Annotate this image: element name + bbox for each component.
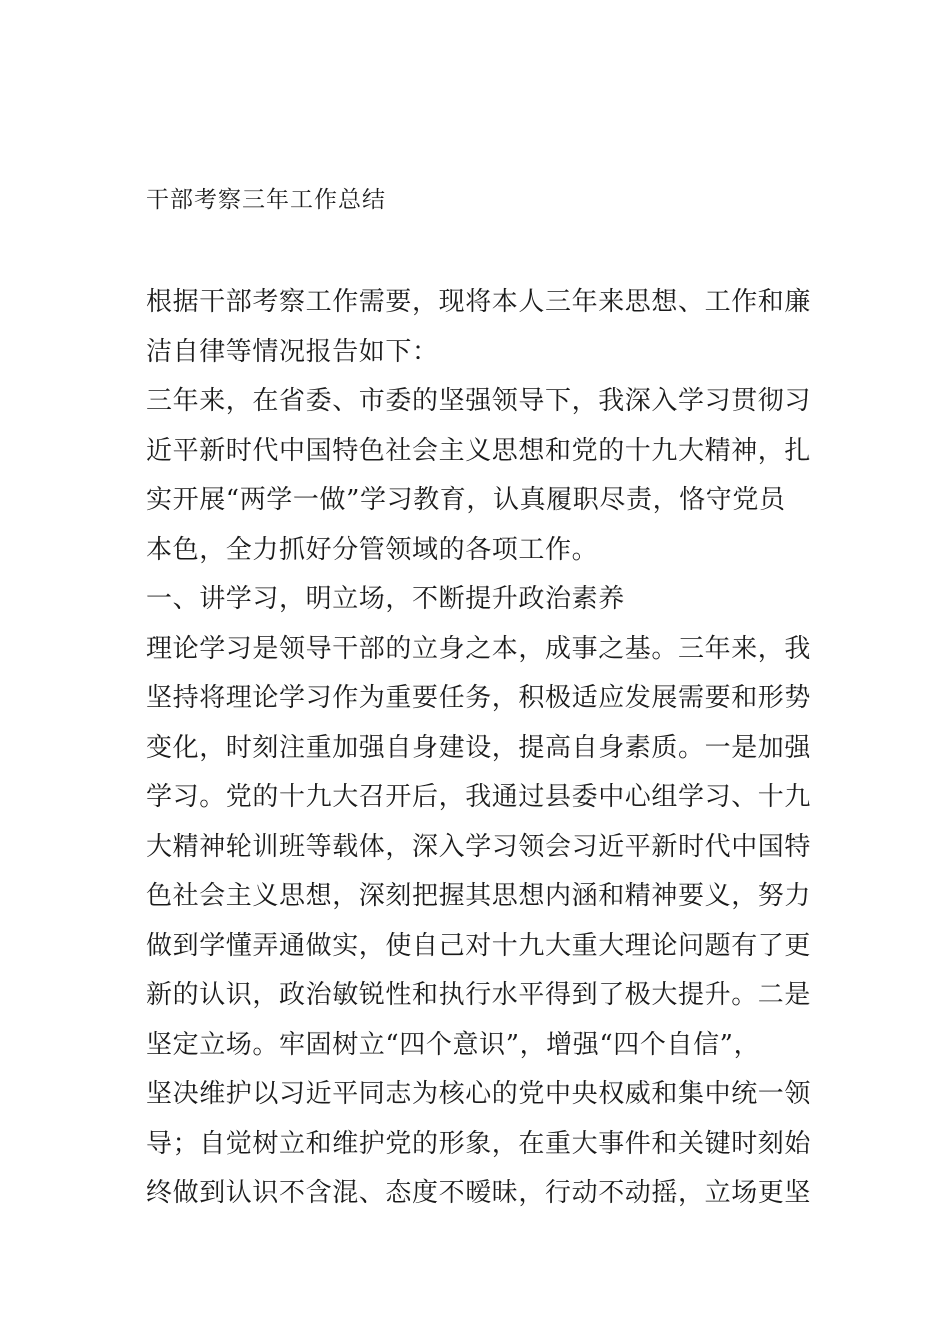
body-line: 变化，时刻注重加强自身建设，提高自身素质。一是加强	[146, 732, 812, 763]
body-line: 坚决维护以习近平同志为核心的党中央权威和集中统一领	[146, 1079, 812, 1109]
document-body	[146, 278, 816, 1219]
body-line: 根据干部考察工作需要，现将本人三年来思想、工作和廉	[146, 287, 812, 317]
body-line: 终做到认识不含混、态度不暧昧，行动不动摇，立场更坚	[146, 1178, 812, 1208]
body-line: 坚持将理论学习作为重要任务，积极适应发展需要和形势	[146, 683, 812, 713]
body-line: 本色，全力抓好分管领域的各项工作。	[146, 534, 599, 565]
body-line: 坚定立场。牢固树立“四个意识”，增强“四个自信”，	[146, 1029, 761, 1060]
body-line: 实开展“两学一做”学习教育，认真履职尽责，恪守党员	[146, 485, 786, 515]
body-line: 三年来，在省委、市委的坚强领导下，我深入学习贯彻习	[146, 386, 812, 416]
body-line: 色社会主义思想，深刻把握其思想内涵和精神要义，努力	[146, 881, 812, 911]
body-line: 近平新时代中国特色社会主义思想和党的十九大精神，扎	[146, 435, 812, 466]
body-line: 做到学懂弄通做实，使自己对十九大重大理论问题有了更	[146, 930, 812, 961]
body-line: 洁自律等情况报告如下：	[146, 336, 439, 367]
section-heading: 一、讲学习，明立场，不断提升政治素养	[146, 584, 625, 614]
body-line: 导；自觉树立和维护党的形象，在重大事件和关键时刻始	[146, 1128, 812, 1159]
body-line: 新的认识，政治敏锐性和执行水平得到了极大提升。二是	[146, 980, 812, 1010]
body-line: 理论学习是领导干部的立身之本，成事之基。三年来，我	[146, 633, 812, 664]
document-title: 干部考察三年工作总结	[146, 187, 386, 213]
body-line: 学习。党的十九大召开后，我通过县委中心组学习、十九	[146, 782, 812, 812]
body-line: 大精神轮训班等载体，深入学习领会习近平新时代中国特	[146, 831, 812, 862]
